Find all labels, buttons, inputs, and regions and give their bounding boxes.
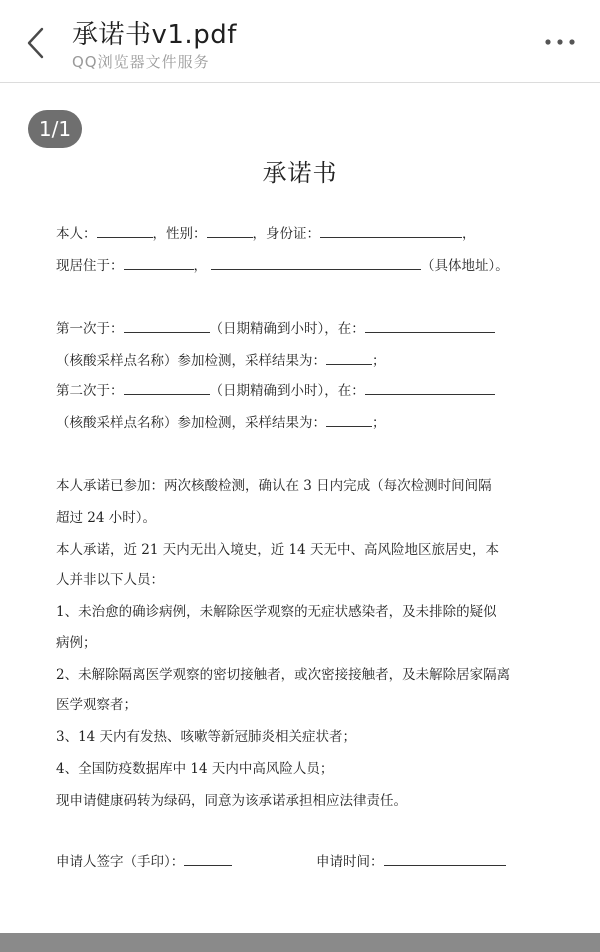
blank-first-result	[326, 352, 372, 365]
more-options-button[interactable]	[542, 30, 578, 54]
blank-gender	[207, 225, 253, 238]
doc-paragraph-line: 人并非以下人员：	[56, 572, 164, 588]
doc-paragraph-line: 1、未治愈的确诊病例，未解除医学观察的无症状感染者，及未排除的疑似	[56, 604, 497, 620]
doc-paragraph-line: 2、未解除隔离医学观察的密切接触者，或次密接接触者，及未解除居家隔离	[56, 667, 511, 683]
doc-paragraph-line: 医学观察者；	[56, 697, 137, 713]
blank-first-place	[365, 320, 495, 333]
doc-paragraph-line: 4、全国防疫数据库中 14 天内中高风险人员；	[56, 761, 334, 777]
doc-paragraph-line: 病例；	[56, 635, 97, 651]
blank-second-date	[124, 382, 210, 395]
doc-paragraph-line: 3、14 天内有发热、咳嗽等新冠肺炎相关症状者；	[56, 729, 357, 745]
doc-line-first-result: （核酸采样点名称）参加检测，采样结果为： ；	[56, 353, 386, 369]
doc-line-address: 现居住于： ， （具体地址）。	[56, 258, 509, 274]
blank-signature	[184, 853, 232, 866]
doc-paragraph-line: 现申请健康码转为绿码，同意为该承诺承担相应法律责任。	[56, 793, 407, 809]
document-title: 承诺书	[262, 159, 338, 187]
back-button[interactable]	[18, 24, 54, 62]
file-title: 承诺书v1.pdf	[72, 20, 237, 50]
pdf-page[interactable]	[0, 83, 600, 933]
doc-line-name-gender-id: 本人： ，性别： ，身份证： ，	[56, 226, 476, 242]
doc-line-first-test: 第一次于： （日期精确到小时），在：	[56, 317, 495, 337]
top-bar	[0, 0, 600, 83]
blank-address-2	[211, 257, 421, 270]
blank-address-1	[124, 257, 194, 270]
blank-name	[97, 225, 153, 238]
doc-paragraph-line: 本人承诺已参加：两次核酸检测，确认在 3 日内完成（每次检测时间间隔	[56, 478, 492, 494]
signature-line: 申请人签字（手印）：	[56, 850, 232, 870]
blank-id	[320, 225, 462, 238]
file-source-subtitle: QQ浏览器文件服务	[72, 53, 210, 71]
bottom-toolbar-edge	[0, 933, 600, 952]
blank-first-date	[124, 320, 210, 333]
date-line: 申请时间：	[316, 850, 506, 870]
chevron-left-icon	[18, 24, 54, 62]
doc-line-second-result: （核酸采样点名称）参加检测，采样结果为： ；	[56, 415, 386, 431]
doc-paragraph-line: 本人承诺，近 21 天内无出入境史，近 14 天无中、高风险地区旅居史，本	[56, 542, 500, 558]
blank-second-place	[365, 382, 495, 395]
blank-date	[384, 853, 506, 866]
doc-paragraph-line: 超过 24 小时）。	[56, 510, 157, 526]
doc-line-second-test: 第二次于： （日期精确到小时），在：	[56, 379, 495, 399]
more-dots-icon	[542, 30, 578, 54]
page-indicator-badge: 1/1	[28, 110, 82, 148]
blank-second-result	[326, 414, 372, 427]
